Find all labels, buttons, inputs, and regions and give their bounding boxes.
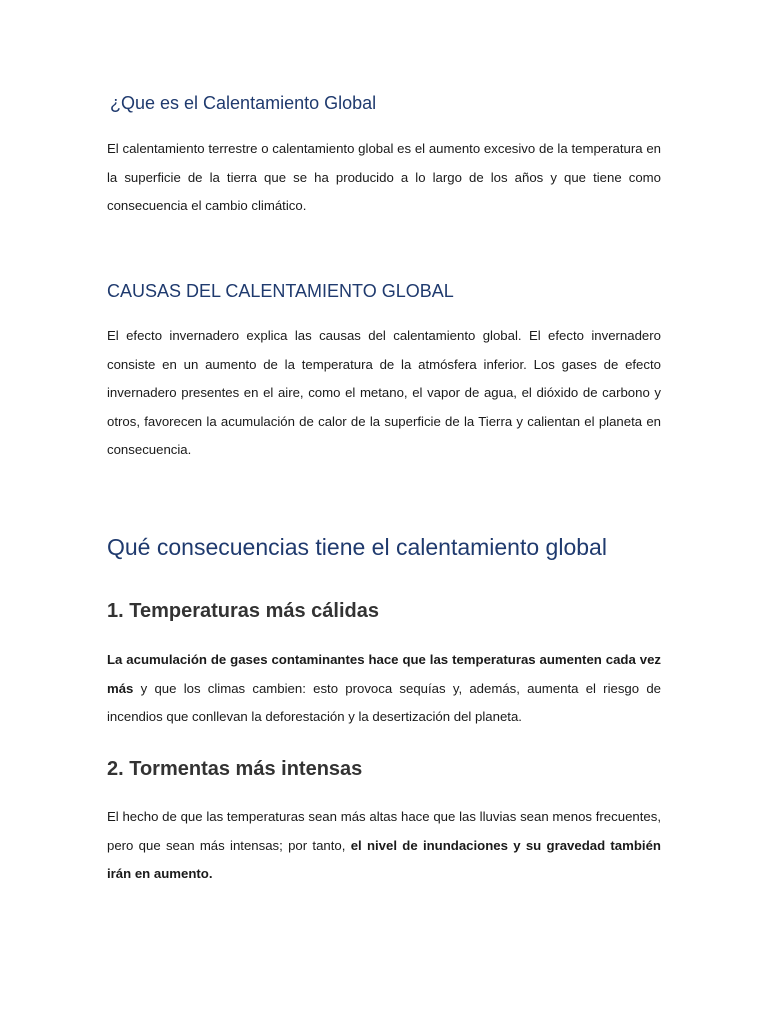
paragraph-warmer-temperatures xyxy=(107,646,661,732)
heading-causes: CAUSAS DEL CALENTAMIENTO GLOBAL xyxy=(107,281,454,301)
bold-text-intense-storms: el nivel de inundaciones y su gravedad también irán en aumento. xyxy=(107,837,661,882)
paragraph-intense-storms xyxy=(107,803,661,889)
text-warmer-temperatures: y que los climas cambien: esto provoca sequías y, además, aumenta el riesgo de incendios que conllevan la deforestación y la desertización del planeta. xyxy=(107,680,661,725)
paragraph-definition: El calentamiento terrestre o calentamiento global es el aumento excesivo de la temperatura en la superficie de la tierra que se ha producido a lo largo de los años y que tiene como consecuencia el cambio climático. xyxy=(107,141,661,214)
text-intense-storms: El hecho de que las temperaturas sean más altas hace que las lluvias sean menos frecuentes, pero que sean más intensas; por tanto, xyxy=(107,809,661,853)
heading-intense-storms: 2. Tormentas más intensas xyxy=(107,758,363,780)
heading-what-is-global-warming: ¿Que es el Calentamiento Global xyxy=(110,93,377,113)
bold-text-warmer-temperatures: La acumulación de gases contaminantes hace que las temperaturas aumenten cada vez más xyxy=(107,652,661,696)
paragraph-causes: El efecto invernadero explica las causas del calentamiento global. El efecto invernadero consiste en un aumento de la temperatura de la atmósfera inferior. Los gases de efecto invernadero presentes en el aire, como el metano, el vapor de agua, el dióxido de carbono y otros, favorecen la acumulación de calor de la superficie de la Tierra y calientan el planeta en consecuencia. xyxy=(107,328,661,458)
heading-warmer-temperatures: 1. Temperaturas más cálidas xyxy=(107,600,379,622)
heading-consequences: Qué consecuencias tiene el calentamiento global xyxy=(107,534,607,560)
